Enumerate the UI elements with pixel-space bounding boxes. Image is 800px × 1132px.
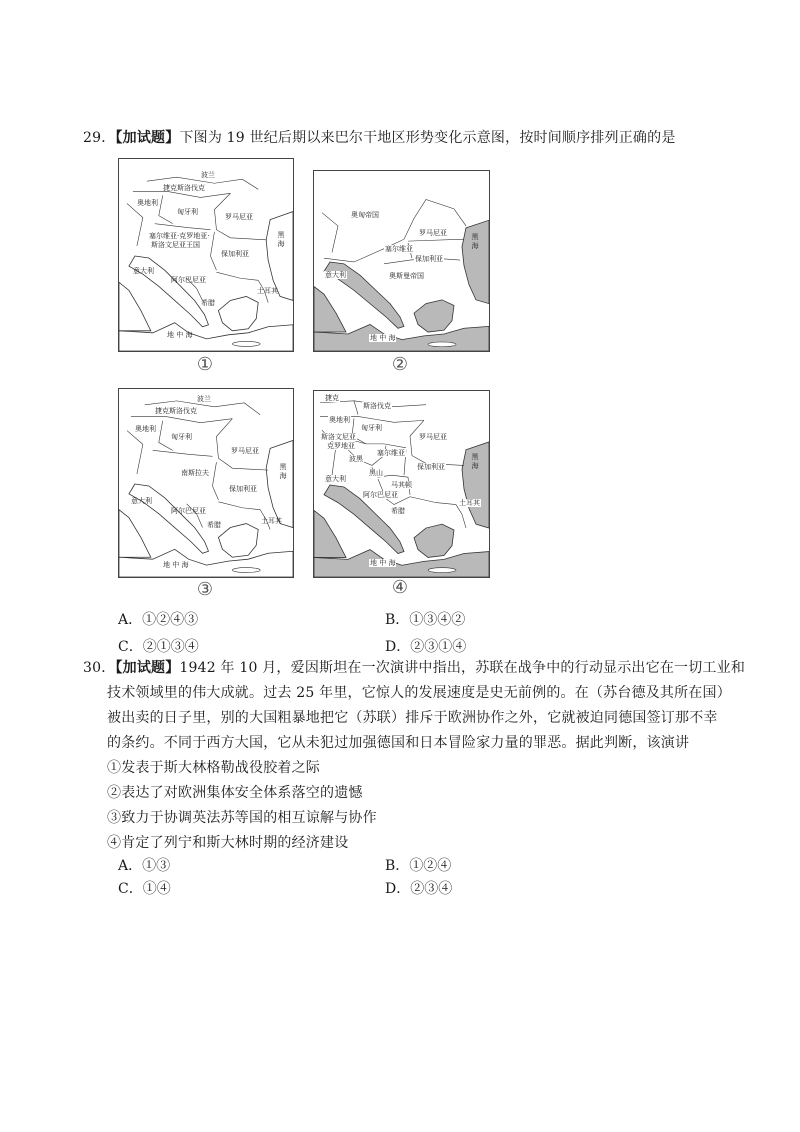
map-label: 希腊 bbox=[391, 507, 405, 515]
q29-option-d bbox=[385, 637, 466, 657]
map-label: 意大利 bbox=[131, 497, 152, 505]
tyrrhenian-sea bbox=[119, 282, 151, 331]
map-label: 地 中 海 bbox=[167, 331, 193, 339]
map-label: 意大利 bbox=[325, 271, 346, 279]
question-number: 30． bbox=[83, 660, 116, 676]
map-label: 匈牙利 bbox=[361, 424, 382, 432]
aegean-sea bbox=[218, 524, 258, 558]
map-label: 地 中 海 bbox=[370, 334, 396, 342]
map-label: 希腊 bbox=[207, 521, 221, 529]
map-3 bbox=[118, 388, 294, 578]
q30-stem-line-3: 被出卖的日子里，别的大国粗暴地把它（苏联）排斥于欧洲协作之外，它就被迫同德国签订那不幸 bbox=[107, 710, 718, 726]
crete-island bbox=[428, 342, 456, 347]
map-label: 土耳其 bbox=[257, 287, 278, 295]
map-label: 地 中 海 bbox=[370, 559, 396, 567]
option-text: ②③④ bbox=[410, 881, 453, 897]
aegean-sea bbox=[414, 300, 454, 332]
q30-option-b bbox=[385, 856, 451, 876]
q30-stem-line-1 bbox=[83, 658, 745, 678]
tyrrhenian-sea bbox=[119, 510, 151, 557]
map-label: 黑海 bbox=[279, 463, 287, 481]
map-label: 捷克 bbox=[325, 394, 339, 402]
map-label: 奥地利 bbox=[137, 199, 158, 207]
map-label: 保加利亚 bbox=[221, 250, 249, 258]
map-label: 罗马尼亚 bbox=[231, 447, 259, 455]
question-tag: 【加试题】 bbox=[115, 660, 180, 676]
q30-stem-line-4: 的条约。不同于西方大国，它从未犯过加强德国和日本冒险家力量的罪恶。据此判断，该演讲 bbox=[107, 735, 690, 751]
map-label: 保加利亚 bbox=[229, 485, 257, 493]
map-label: 匈牙利 bbox=[171, 433, 192, 441]
map-3-caption: ③ bbox=[196, 579, 214, 600]
map-label: 塞尔维亚 bbox=[377, 449, 405, 457]
map-label: 塞尔维亚·克罗地亚· bbox=[149, 232, 210, 240]
map-2 bbox=[313, 170, 490, 352]
crete-island bbox=[428, 568, 456, 573]
map-label: 捷克斯洛伐克 bbox=[163, 184, 205, 192]
map-label: 保加利亚 bbox=[417, 463, 445, 471]
aegean-sea bbox=[414, 524, 454, 557]
option-text: ①②④ bbox=[409, 858, 452, 874]
map-label: 意大利 bbox=[133, 267, 154, 275]
map-1-drawing bbox=[119, 159, 293, 351]
map-label: 黑山 bbox=[369, 469, 383, 477]
option-letter: D． bbox=[385, 639, 411, 655]
map-label: 奥地利 bbox=[135, 425, 156, 433]
map-label: 奥地利 bbox=[329, 416, 350, 424]
map-label: 马其顿 bbox=[391, 481, 412, 489]
map-label: 波黑 bbox=[349, 455, 363, 463]
option-letter: A． bbox=[118, 612, 143, 628]
map-label: 波兰 bbox=[201, 171, 215, 179]
map-1-caption: ① bbox=[196, 354, 214, 375]
q29-option-c bbox=[118, 637, 199, 657]
question-number: 29． bbox=[83, 130, 116, 146]
q30-statement-4: ④肯定了列宁和斯大林时期的经济建设 bbox=[107, 835, 349, 851]
map-label: 斯洛文尼亚王国 bbox=[151, 241, 200, 249]
map-label: 南斯拉夫 bbox=[181, 469, 209, 477]
map-label: 奥匈帝国 bbox=[351, 211, 379, 219]
crete-island bbox=[232, 568, 260, 573]
option-letter: A． bbox=[118, 858, 143, 874]
question-text: 1942 年 10 月，爱因斯坦在一次演讲中指出，苏联在战争中的行动显示出它在一切工业和 bbox=[179, 660, 746, 676]
q30-statement-1: ①发表于斯大林格勒战役胶着之际 bbox=[107, 760, 320, 776]
map-4-caption: ④ bbox=[391, 577, 409, 598]
map-label: 捷克斯洛伐克 bbox=[155, 407, 197, 415]
map-label: 黑海 bbox=[277, 231, 285, 249]
question-text: 下图为 19 世纪后期以来巴尔干地区形势变化示意图，按时间顺序排列正确的是 bbox=[179, 130, 676, 146]
map-2-caption: ② bbox=[391, 354, 409, 375]
q30-stem-line-2: 技术领域里的伟大成就。过去 25 年里，它惊人的发展速度是史无前例的。在（苏台德及其所在国） bbox=[107, 685, 731, 701]
option-letter: C． bbox=[118, 881, 143, 897]
option-letter: B． bbox=[385, 858, 410, 874]
q30-option-a bbox=[118, 856, 170, 876]
option-letter: C． bbox=[118, 639, 143, 655]
map-label: 黑海 bbox=[471, 453, 479, 471]
map-label: 斯洛文尼亚 bbox=[321, 433, 356, 441]
option-text: ①④ bbox=[142, 881, 171, 897]
q29-option-b bbox=[385, 610, 465, 630]
option-text: ①③④② bbox=[409, 612, 466, 628]
map-label: 意大利 bbox=[325, 475, 346, 483]
option-text: ①②④③ bbox=[142, 612, 199, 628]
q30-statement-3: ③致力于协调英法苏等国的相互谅解与协作 bbox=[107, 810, 377, 826]
tyrrhenian-sea bbox=[314, 510, 346, 557]
map-label: 罗马尼亚 bbox=[419, 433, 447, 441]
map-label: 罗马尼亚 bbox=[419, 229, 447, 237]
map-2-drawing bbox=[314, 171, 489, 351]
question-tag: 【加试题】 bbox=[115, 130, 180, 146]
q30-option-c bbox=[118, 879, 171, 899]
map-label: 波兰 bbox=[197, 395, 211, 403]
map-label: 奥斯曼帝国 bbox=[389, 272, 424, 280]
option-text: ②③①④ bbox=[410, 639, 467, 655]
map-label: 罗马尼亚 bbox=[225, 213, 253, 221]
q30-option-d bbox=[385, 879, 452, 899]
map-label: 希腊 bbox=[201, 299, 215, 307]
map-label: 地 中 海 bbox=[163, 561, 189, 569]
q29-option-a bbox=[118, 610, 198, 630]
map-label: 阿尔巴尼亚 bbox=[171, 507, 206, 515]
map-label: 塞尔维亚 bbox=[385, 245, 413, 253]
map-label: 匈牙利 bbox=[177, 208, 198, 216]
map-label: 黑海 bbox=[471, 233, 479, 251]
q30-statement-2: ②表达了对欧洲集体安全体系落空的遗憾 bbox=[107, 785, 363, 801]
map-label: 阿尔巴尼亚 bbox=[363, 491, 398, 499]
map-label: 土耳其 bbox=[261, 517, 282, 525]
map-label: 阿尔巴尼亚 bbox=[171, 276, 206, 284]
option-text: ①③ bbox=[142, 858, 171, 874]
black-sea bbox=[266, 440, 293, 527]
crete-island bbox=[232, 341, 260, 346]
map-label: 克罗地亚 bbox=[327, 442, 355, 450]
map-label: 保加利亚 bbox=[415, 255, 443, 263]
map-3-drawing bbox=[119, 389, 293, 577]
tyrrhenian-sea bbox=[314, 287, 346, 332]
map-4 bbox=[313, 390, 490, 578]
map-1 bbox=[118, 158, 294, 352]
map-label: 斯洛伐克 bbox=[363, 402, 391, 410]
option-text: ②①③④ bbox=[142, 639, 199, 655]
option-letter: B． bbox=[385, 612, 410, 628]
option-letter: D． bbox=[385, 881, 411, 897]
map-label: 土耳其 bbox=[459, 499, 480, 507]
aegean-sea bbox=[218, 296, 258, 330]
q29-stem bbox=[83, 128, 676, 148]
